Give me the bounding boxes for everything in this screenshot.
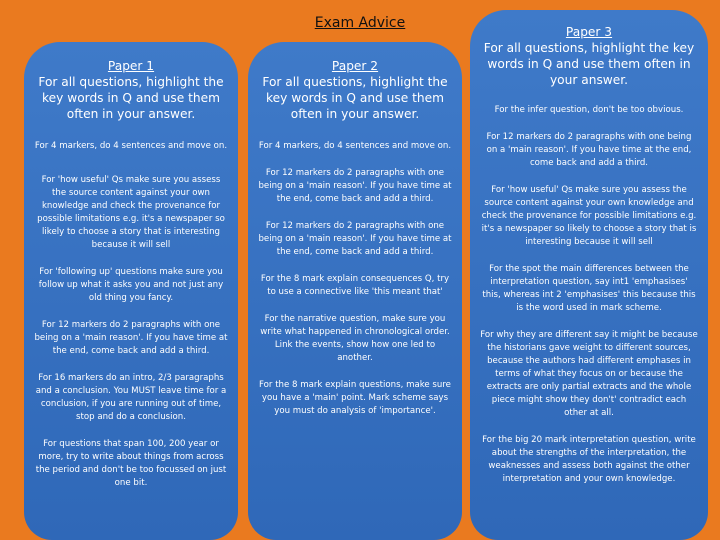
paper-3-tip-4: For the spot the main differences between the interpretation question, say int1 'emphasises' this, whereas int 2 'emphasises' this because this is the word used in mark scheme.	[482, 264, 696, 313]
paper-2-tip-6: For the 8 mark explain questions, make sure you have a 'main' point. Mark scheme says you must do analysis of 'importance'.	[259, 380, 451, 416]
paper-2-tip-3: For 12 markers do 2 paragraphs with one being on a 'main reason'. If you have time at the end, come back and add a third.	[258, 221, 452, 257]
paper-1-tip-5: For 16 markers do an intro, 2/3 paragraphs and a conclusion. You MUST leave time for a conclusion, if you are running out of time, stop and do a conclusion.	[35, 373, 227, 422]
paper-1-heading	[34, 58, 228, 122]
paper-2-tip-2: For 12 markers do 2 paragraphs with one being on a 'main reason'. If you have time at the end, come back and add a third.	[258, 168, 452, 204]
paper-2-panel	[248, 42, 462, 540]
paper-3-tip-3: For 'how useful' Qs make sure you assess the source content against your own knowledge and check the provenance for possible limitations e.g. it's a newspaper so likely to choose a story that is interesting because it will sell	[481, 185, 697, 247]
paper-1-panel	[24, 42, 238, 540]
paper-3-intro: For all questions, highlight the key words in Q and use them often in your answer.	[483, 41, 695, 87]
paper-3-name: Paper 3	[565, 25, 613, 39]
page-title: Exam Advice	[314, 15, 406, 31]
paper-1-tip-1: For 4 markers, do 4 sentences and move on.	[34, 141, 228, 151]
paper-3-tip-6: For the big 20 mark interpretation question, write about the strengths of the interpretation, the weaknesses and assess both against the other interpretation and your own knowledge.	[482, 435, 696, 484]
paper-2-name: Paper 2	[331, 59, 379, 73]
paper-1-name: Paper 1	[107, 59, 155, 73]
paper-1-tip-6: For questions that span 100, 200 year or more, try to write about things from across the period and don't be too focussed on just one bit.	[35, 439, 227, 488]
paper-1-tip-3: For 'following up' questions make sure you follow up what it asks you and not just any old thing you fancy.	[38, 267, 224, 303]
paper-3-panel	[470, 10, 708, 540]
paper-2-tip-1: For 4 markers, do 4 sentences and move on.	[258, 141, 452, 151]
paper-3-tip-2: For 12 markers do 2 paragraphs with one being on a 'main reason'. If you have time at the end, come back and add a third.	[486, 132, 692, 168]
paper-2-tip-5: For the narrative question, make sure you write what happened in chronological order. Link the events, show how one led to another.	[260, 314, 450, 363]
paper-1-tip-4: For 12 markers do 2 paragraphs with one being on a 'main reason'. If you have time at the end, come back and add a third.	[34, 320, 228, 356]
paper-2-tip-4: For the 8 mark explain consequences Q, try to use a connective like 'this meant that'	[260, 274, 450, 297]
paper-2-heading	[258, 58, 452, 122]
paper-3-heading	[480, 24, 698, 88]
paper-3-tip-5: For why they are different say it might be because the historians gave weight to different sources, because the authors had different emphases in terms of what they focus on or because the extracts are only partial extracts and the whole piece might show they don't' contradict each other at all.	[480, 330, 698, 418]
paper-3-tip-1: For the infer question, don't be too obvious.	[494, 105, 684, 115]
paper-2-intro: For all questions, highlight the key words in Q and use them often in your answer.	[262, 75, 448, 121]
paper-1-tip-2: For 'how useful' Qs make sure you assess the source content against your own knowledge and check the provenance for possible limitations e.g. it's a newspaper so likely to choose a story that is interesting because it will sell	[37, 175, 225, 250]
paper-1-intro: For all questions, highlight the key words in Q and use them often in your answer.	[38, 75, 224, 121]
